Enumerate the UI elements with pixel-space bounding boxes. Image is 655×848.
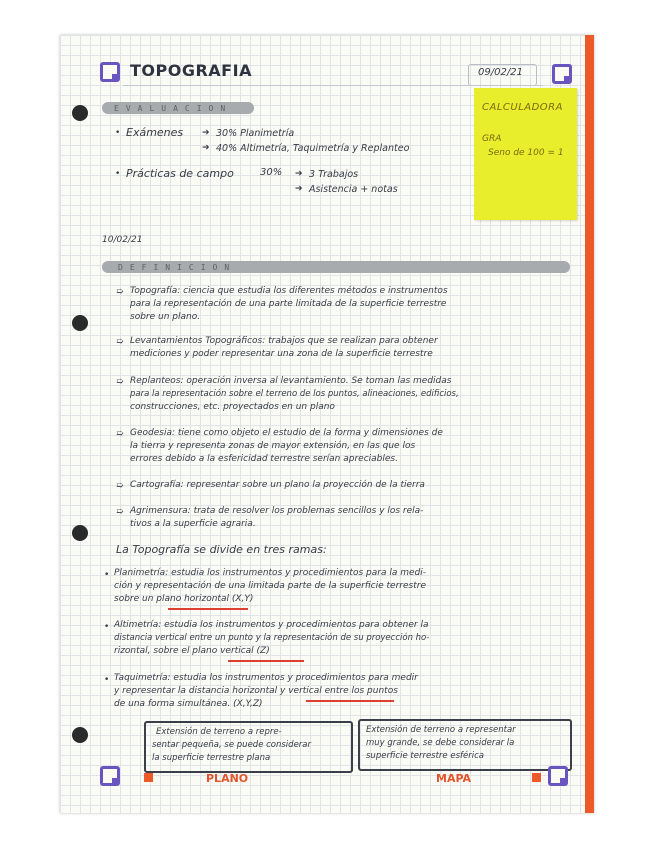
- arrow-icon: ➔: [295, 169, 303, 179]
- title-divider: [123, 85, 543, 86]
- binder-hole: [72, 315, 88, 331]
- notebook-page: [60, 35, 594, 813]
- rama-line: rizontal, sobre el plano vertical (Z): [114, 646, 270, 656]
- highlight-underline: [168, 608, 248, 610]
- arrow-icon: ➔: [202, 128, 210, 138]
- plano-label: PLANO: [206, 772, 249, 785]
- rama-line: sobre un plano horizontal (X,Y): [114, 594, 254, 604]
- notebook-tab-icon: [548, 766, 568, 786]
- practica-item-2: Asistencia + notas: [309, 184, 398, 195]
- definition-line: Replanteos: operación inversa al levantamiento. Se toman las medidas: [130, 376, 452, 386]
- bullet: •: [104, 675, 110, 685]
- arrow-icon: ➯: [116, 337, 124, 347]
- rama-line: distancia vertical entre un punto y la representación de su proyección ho-: [114, 633, 430, 643]
- sticky-title: CALCULADORA: [482, 102, 563, 113]
- definition-line: Topografía: ciencia que estudia los diferentes métodos e instrumentos: [130, 286, 448, 296]
- definition-line: para la representación sobre el terreno de los puntos, alineaciones, edificios,: [130, 389, 459, 399]
- definition-line: para la representación de una parte limitada de la superficie terrestre: [130, 299, 447, 309]
- definition-line: Cartografía: representar sobre un plano la proyección de la tierra: [130, 480, 425, 490]
- mapa-label: MAPA: [436, 772, 472, 785]
- plano-box-line: la superficie terrestre plana: [152, 753, 271, 763]
- section-heading-evaluacion: EVALUACION: [114, 104, 233, 113]
- binder-hole: [72, 525, 88, 541]
- section-date: 10/02/21: [102, 235, 143, 245]
- arrow-icon: ➯: [116, 507, 124, 517]
- definition-line: Levantamientos Topográficos: trabajos que se realizan para obtener: [130, 336, 438, 346]
- arrow-icon: ➯: [116, 481, 124, 491]
- definition-line: sobre un plano.: [130, 312, 201, 322]
- examenes-label: Exámenes: [126, 126, 184, 139]
- definition-line: errores debido a la esfericidad terrestre serían apreciables.: [130, 454, 398, 464]
- binder-hole: [72, 727, 88, 743]
- bullet: •: [115, 128, 121, 138]
- definition-line: mediciones y poder representar una zona de la superficie terrestre: [130, 349, 433, 359]
- sticky-line-2: Seno de 100 = 1: [488, 148, 564, 158]
- rama-line: Planimetría: estudia los instrumentos y procedimientos para la medi-: [114, 568, 426, 578]
- sticky-note: [474, 88, 577, 220]
- arrow-icon: ➔: [295, 184, 303, 194]
- definition-line: Geodesia: tiene como objeto el estudio de la forma y dimensiones de: [130, 428, 443, 438]
- arrow-icon: ➯: [116, 287, 124, 297]
- rama-line: ción y representación de una limitada parte de la superficie terrestre: [114, 581, 426, 591]
- mapa-box-line: Extensión de terreno a representar: [366, 725, 516, 735]
- ramas-intro: La Topografía se divide en tres ramas:: [116, 543, 327, 556]
- sticky-line-1: GRA: [482, 134, 502, 144]
- arrow-icon: ➯: [116, 377, 124, 387]
- margin-strip: [585, 35, 594, 813]
- orange-marker: [532, 773, 541, 782]
- bullet: •: [104, 622, 110, 632]
- practicas-pct: 30%: [260, 167, 283, 178]
- rama-line: Altimetría: estudia los instrumentos y procedimientos para obtener la: [114, 620, 429, 630]
- mapa-box-line: superficie terrestre esférica: [366, 751, 484, 761]
- notebook-tab-icon: [100, 766, 120, 786]
- rama-line: y representar la distancia horizontal y vertical entre los puntos: [114, 686, 398, 696]
- binder-hole: [72, 105, 88, 121]
- orange-marker: [144, 773, 153, 782]
- definition-line: construcciones, etc. proyectados en un plano: [130, 402, 335, 412]
- notebook-tab-icon: [100, 62, 120, 82]
- practicas-label: Prácticas de campo: [126, 167, 234, 180]
- definition-line: tivos a la superficie agraria.: [130, 519, 256, 529]
- bullet: •: [115, 169, 121, 179]
- plano-box-line: Extensión de terreno a repre-: [156, 727, 282, 737]
- examen-item-2: 40% Altimetría, Taquimetría y Replanteo: [216, 143, 410, 154]
- mapa-box-line: muy grande, se debe considerar la: [366, 738, 515, 748]
- notebook-tab-icon: [552, 64, 572, 84]
- highlight-underline: [228, 660, 304, 662]
- examen-item-1: 30% Planimetría: [216, 128, 295, 139]
- highlight-underline: [306, 700, 394, 702]
- rama-line: Taquimetría: estudia los instrumentos y procedimientos para medir: [114, 673, 418, 683]
- rama-line: de una forma simultánea. (X,Y,Z): [114, 699, 263, 709]
- definition-line: Agrimensura: trata de resolver los problemas sencillos y los rela-: [130, 506, 424, 516]
- bullet: •: [104, 570, 110, 580]
- practica-item-1: 3 Trabajos: [309, 169, 359, 180]
- page-title: TOPOGRAFIA: [130, 61, 252, 80]
- arrow-icon: ➔: [202, 143, 210, 153]
- page-date: 09/02/21: [478, 67, 523, 78]
- arrow-icon: ➯: [116, 429, 124, 439]
- definition-line: la tierra y representa zonas de mayor extensión, en las que los: [130, 441, 416, 451]
- section-heading-definicion: DEFINICION: [118, 263, 237, 272]
- plano-box-line: sentar pequeña, se puede considerar: [152, 740, 311, 750]
